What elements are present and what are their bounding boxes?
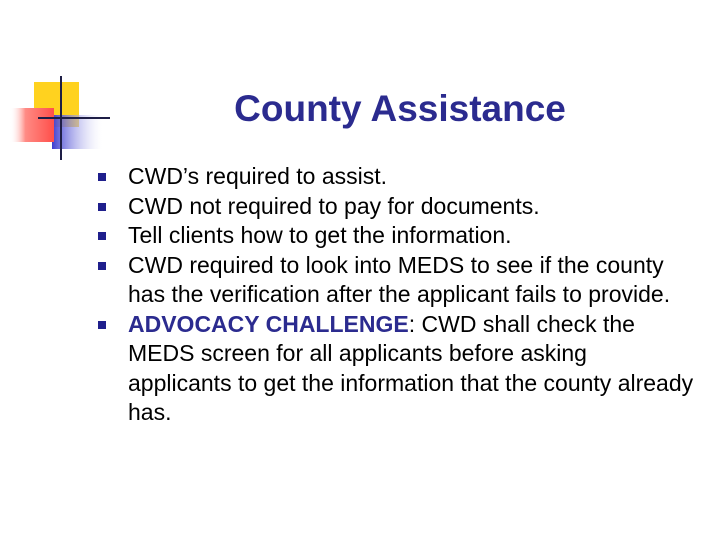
square-bullet-icon	[98, 173, 106, 181]
bullet-text: CWD’s required to assist.	[128, 163, 388, 189]
deco-red-square	[10, 108, 54, 142]
bullet-text: CWD not required to pay for documents.	[128, 192, 540, 219]
bullet-text: : CWD shall check the MEDS screen for all applicants before asking applicants to get the information that the county already has.	[128, 310, 694, 425]
bullet-item	[96, 221, 696, 251]
bullet-item	[96, 251, 696, 310]
bullet-list	[96, 162, 696, 428]
square-bullet-icon	[98, 321, 106, 329]
bullet-item	[96, 310, 696, 428]
bullet-item	[96, 192, 696, 222]
title-decoration-graphic	[0, 0, 110, 170]
square-bullet-icon	[98, 232, 106, 240]
slide-title: County Assistance	[234, 88, 566, 129]
bullet-text: Tell clients how to get the information.	[128, 222, 512, 248]
bullet-text: CWD required to look into MEDS to see if the county has the verification after the applicant fails to provide.	[128, 251, 671, 307]
advocacy-challenge-label: ADVOCACY CHALLENGE	[128, 310, 409, 337]
deco-blue-square	[52, 115, 102, 149]
bullet-item	[96, 162, 696, 192]
square-bullet-icon	[98, 203, 106, 211]
square-bullet-icon	[98, 262, 106, 270]
